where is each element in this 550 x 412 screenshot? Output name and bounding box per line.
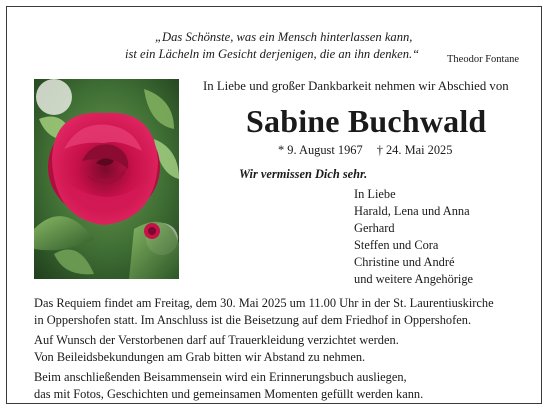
- rose-photo: [34, 79, 179, 279]
- deceased-name: Sabine Buchwald: [246, 103, 487, 139]
- quote-line-2: ist ein Lächeln im Gesicht derjenigen, die an ihn denken.“: [125, 47, 420, 61]
- mourners-list: [354, 186, 473, 288]
- quote-author: Theodor Fontane: [447, 54, 520, 65]
- life-dates: [278, 143, 452, 158]
- mourner-line: Gerhard: [354, 221, 395, 235]
- rose-image: [34, 79, 179, 279]
- miss-line: Wir vermissen Dich sehr.: [239, 167, 368, 181]
- details-text: [34, 295, 494, 403]
- mourner-line: In Liebe: [354, 187, 396, 201]
- birth-date: * 9. August 1967: [278, 143, 363, 157]
- dress-line-1: Auf Wunsch der Verstorbenen darf auf Trauerkleidung verzichtet werden.: [34, 332, 399, 347]
- mourner-line: und weitere Angehörige: [354, 272, 474, 286]
- gathering-line-1: Beim anschließenden Beisammensein wird ein Erinnerungsbuch ausliegen,: [34, 369, 407, 384]
- mourner-line: Harald, Lena und Anna: [354, 204, 470, 218]
- gathering-line-2: das mit Fotos, Geschichten und gemeinsamen Momenten gefüllt werden kann.: [34, 387, 424, 402]
- intro-line: In Liebe und großer Dankbarkeit nehmen wir Abschied von: [203, 79, 509, 93]
- quote-line-1: „Das Schönste, was ein Mensch hinterlassen kann,: [155, 30, 413, 44]
- mourner-line: Steffen und Cora: [354, 238, 439, 252]
- requiem-line-2: in Oppershofen statt. Im Anschluss ist die Beisetzung auf dem Friedhof in Oppershofen.: [34, 313, 472, 328]
- requiem-line-1: Das Requiem findet am Freitag, dem 30. Mai 2025 um 11.00 Uhr in der St. Laurentiuskirche: [34, 296, 494, 310]
- dress-line-2: Von Beileidsbekundungen am Grab bitten wir Abstand zu nehmen.: [34, 350, 366, 365]
- obituary-frame: [6, 6, 542, 404]
- mourner-line: Christine und André: [354, 255, 455, 269]
- death-date: † 24. Mai 2025: [376, 143, 453, 157]
